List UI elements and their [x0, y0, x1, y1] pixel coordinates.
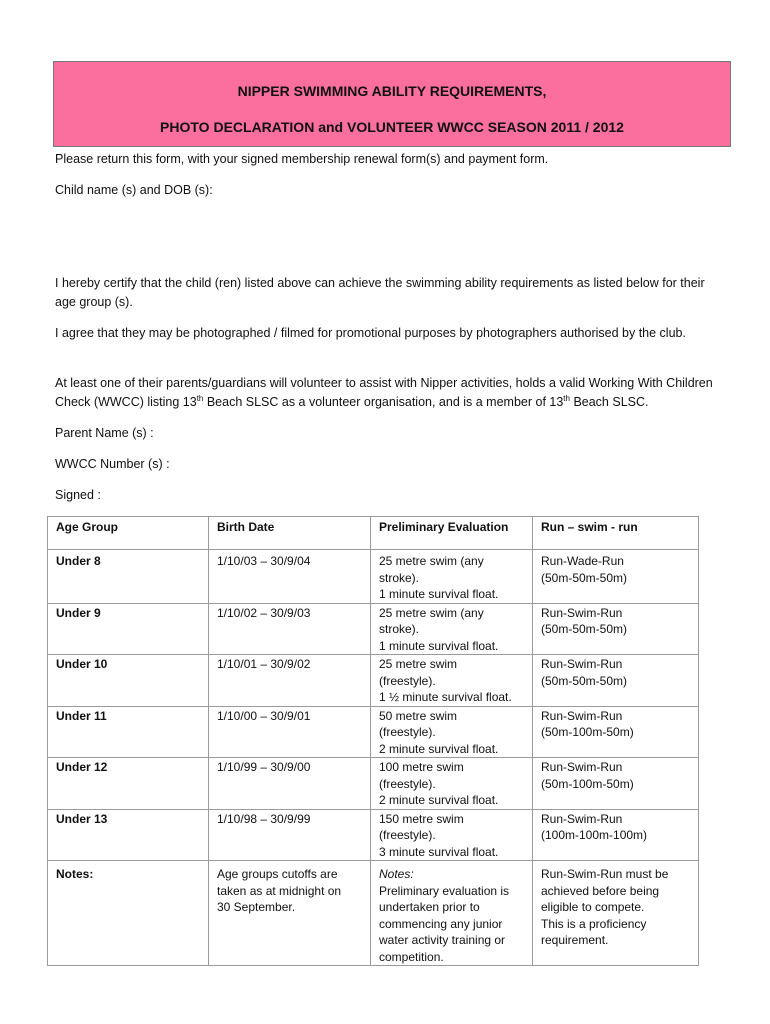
cell-line: This is a proficiency	[541, 916, 647, 931]
cell-line: Run-Swim-Run	[541, 708, 623, 723]
run-swim-run-cell	[533, 758, 699, 810]
cell-line: (100m-100m-100m)	[541, 828, 648, 842]
requirements-table	[47, 516, 699, 966]
cell-line: undertaken prior to	[379, 900, 480, 914]
certify-text: I hereby certify that the child (ren) listed above can achieve the swimming ability requirements as listed below for their age group (s).	[55, 276, 705, 309]
volunteer-part-1: At least one of their parents/guardians will volunteer to assist with Nipper activities, holds a valid Working With Children Check (WWCC) listing 13	[55, 376, 713, 409]
cell-line: water activity training or	[379, 933, 506, 947]
volunteer-part-3: Beach SLSC.	[569, 395, 649, 409]
table-row	[48, 655, 699, 707]
cell-line: (freestyle).	[379, 828, 436, 842]
notes-evaluation-title: Notes:	[379, 867, 414, 881]
evaluation-cell	[371, 655, 533, 707]
cell-line: competition.	[379, 949, 444, 964]
parent-name-label: Parent Name (s) :	[55, 426, 154, 440]
table-row	[48, 603, 699, 655]
header-preliminary-evaluation: Preliminary Evaluation	[371, 517, 533, 550]
table-row	[48, 550, 699, 604]
notes-label-cell: Notes:	[48, 861, 209, 966]
signed-label: Signed :	[55, 488, 101, 502]
age-group-cell: Under 9	[48, 603, 209, 655]
cell-line: stroke).	[379, 570, 420, 585]
cell-line: Run-Swim-Run	[541, 605, 623, 620]
cell-line: 30 September.	[217, 900, 296, 914]
volunteer-text	[55, 374, 725, 412]
cell-line: eligible to compete.	[541, 900, 645, 914]
run-swim-run-cell	[533, 809, 699, 861]
cell-line: taken as at midnight on	[217, 883, 342, 898]
volunteer-part-2: Beach SLSC as a volunteer organisation, and is a member of 13	[203, 395, 564, 409]
notes-evaluation-cell	[371, 861, 533, 966]
cell-line: commencing any junior	[379, 916, 503, 931]
cell-line: 25 metre swim (any	[379, 605, 484, 620]
cell-line: 3 minute survival float.	[379, 844, 499, 859]
notes-row	[48, 861, 699, 966]
title-line-1: NIPPER SWIMMING ABILITY REQUIREMENTS,	[237, 83, 547, 99]
cell-line: 2 minute survival float.	[379, 793, 499, 807]
cell-line: (50m-100m-50m)	[541, 725, 634, 739]
cell-line: 1 minute survival float.	[379, 638, 499, 653]
birth-date-cell: 1/10/00 – 30/9/01	[209, 706, 371, 758]
table-row	[48, 809, 699, 861]
cell-line: 50 metre swim	[379, 708, 458, 723]
age-group-cell: Under 10	[48, 655, 209, 707]
table-row	[48, 758, 699, 810]
age-group-cell: Under 12	[48, 758, 209, 810]
volunteer-sup-2: th	[563, 393, 570, 403]
cell-line: (freestyle).	[379, 776, 436, 791]
cell-line: Run-Swim-Run	[541, 657, 623, 671]
notes-run-cell	[533, 861, 699, 966]
cell-line: Run-Swim-Run must be	[541, 867, 669, 881]
birth-date-cell: 1/10/98 – 30/9/99	[209, 809, 371, 861]
cell-line: (50m-100m-50m)	[541, 776, 634, 791]
cell-line: achieved before being	[541, 883, 660, 898]
cell-line: requirement.	[541, 933, 609, 947]
cell-line: 150 metre swim	[379, 811, 464, 826]
notes-birth-cell	[209, 861, 371, 966]
cell-line: (50m-50m-50m)	[541, 673, 628, 688]
cell-line: (50m-50m-50m)	[541, 570, 628, 585]
age-group-cell: Under 8	[48, 550, 209, 604]
cell-line: 2 minute survival float.	[379, 741, 499, 756]
evaluation-cell	[371, 603, 533, 655]
age-group-cell: Under 11	[48, 706, 209, 758]
evaluation-cell	[371, 550, 533, 604]
volunteer-sup-1: th	[196, 393, 204, 403]
cell-line: (freestyle).	[379, 725, 436, 739]
run-swim-run-cell	[533, 603, 699, 655]
cell-line: Preliminary evaluation is	[379, 883, 510, 898]
cell-line: Age groups cutoffs are	[217, 867, 338, 881]
cell-line: stroke).	[379, 622, 420, 636]
header-run-swim-run: Run – swim - run	[533, 517, 699, 550]
cell-line: Run-Swim-Run	[541, 760, 623, 774]
cell-line: 1 minute survival float.	[379, 587, 499, 601]
run-swim-run-cell	[533, 706, 699, 758]
birth-date-cell: 1/10/01 – 30/9/02	[209, 655, 371, 707]
evaluation-cell	[371, 706, 533, 758]
run-swim-run-cell	[533, 655, 699, 707]
cell-line: 100 metre swim	[379, 760, 464, 774]
cell-line: (freestyle).	[379, 673, 436, 688]
cell-line: (50m-50m-50m)	[541, 622, 628, 636]
wwcc-number-label: WWCC Number (s) :	[55, 457, 170, 471]
cell-line: Run-Wade-Run	[541, 554, 624, 568]
evaluation-cell	[371, 758, 533, 810]
birth-date-cell: 1/10/99 – 30/9/00	[209, 758, 371, 810]
header-age-group: Age Group	[48, 517, 209, 550]
cell-line: 25 metre swim (any	[379, 554, 484, 568]
child-name-label: Child name (s) and DOB (s):	[55, 183, 213, 197]
cell-line: 25 metre swim	[379, 657, 458, 671]
birth-date-cell: 1/10/03 – 30/9/04	[209, 550, 371, 604]
age-group-cell: Under 13	[48, 809, 209, 861]
intro-text: Please return this form, with your signed membership renewal form(s) and payment form.	[55, 152, 549, 166]
title-banner	[53, 61, 731, 147]
cell-line: Run-Swim-Run	[541, 811, 623, 826]
birth-date-cell: 1/10/02 – 30/9/03	[209, 603, 371, 655]
photo-consent-text: I agree that they may be photographed / filmed for promotional purposes by photographers authorised by the club.	[55, 326, 686, 340]
title-line-2: PHOTO DECLARATION and VOLUNTEER WWCC SEASON 2011 / 2012	[160, 119, 624, 135]
cell-line: 1 ½ minute survival float.	[379, 690, 512, 704]
evaluation-cell	[371, 809, 533, 861]
table-header-row	[48, 517, 699, 550]
table-row	[48, 706, 699, 758]
run-swim-run-cell	[533, 550, 699, 604]
header-birth-date: Birth Date	[209, 517, 371, 550]
